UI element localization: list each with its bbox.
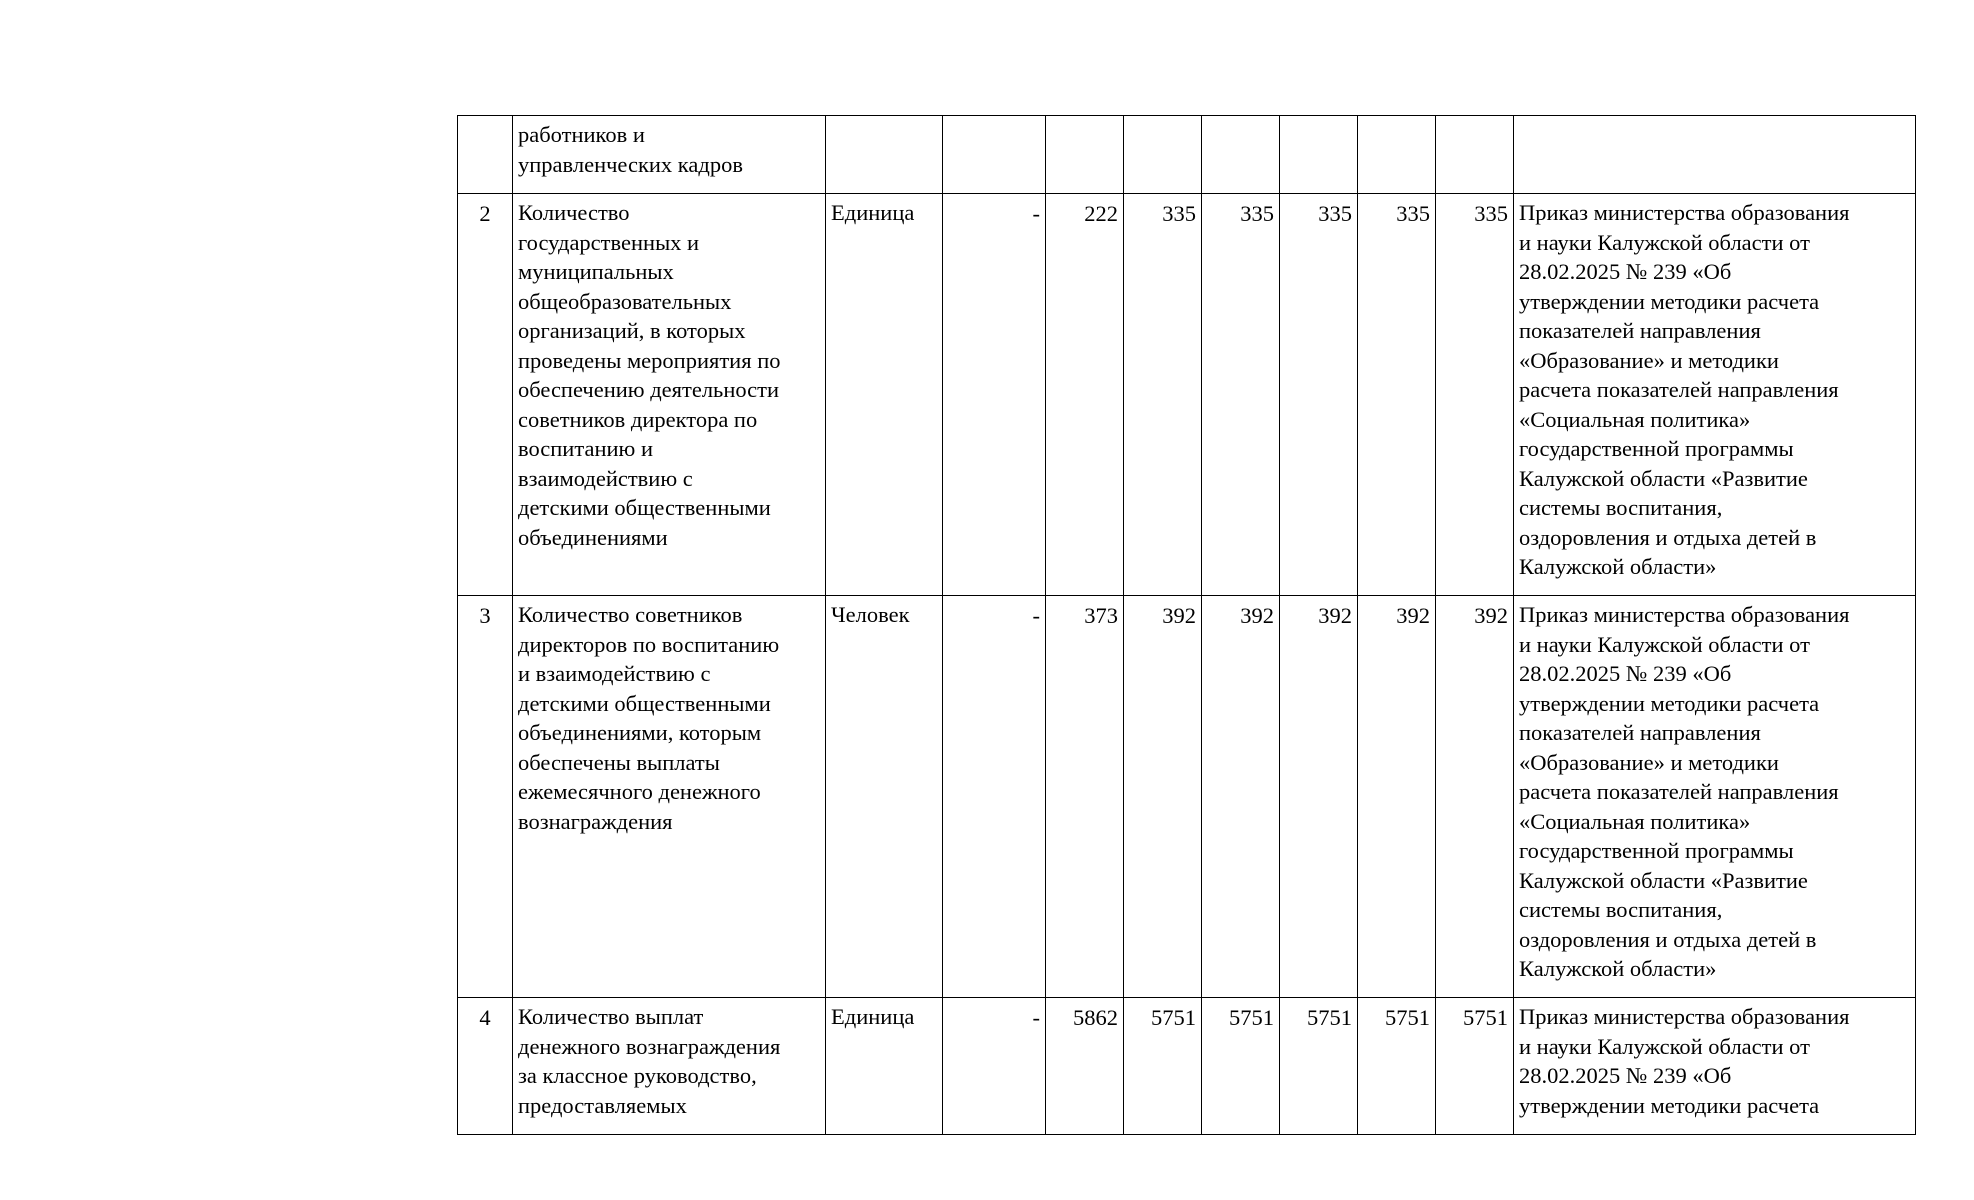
row-number — [458, 116, 513, 194]
table-row — [458, 116, 1916, 194]
year-value: 392 — [1358, 596, 1436, 998]
indicator-name: Количество советников директоров по воспитанию и взаимодействию с детскими общественными объединениями, которым обеспечены выплаты ежемесячного денежного вознаграждения — [513, 596, 826, 998]
unit-of-measure: Единица — [826, 194, 943, 596]
indicator-name: Количество государственных и муниципальных общеобразовательных организаций, в которых проведены мероприятия по обеспечению деятельности советников директора по воспитанию и взаимодействию с детскими общественными объединениями — [513, 194, 826, 596]
base-value: - — [943, 596, 1046, 998]
year-value: 335 — [1202, 194, 1280, 596]
unit-of-measure: Человек — [826, 596, 943, 998]
row-number: 4 — [458, 998, 513, 1135]
year-value: 392 — [1124, 596, 1202, 998]
year-value: 5751 — [1124, 998, 1202, 1135]
indicator-name: работников и управленческих кадров — [513, 116, 826, 194]
methodology-document: Приказ министерства образования и науки Калужской области от 28.02.2025 № 239 «Об утверждении методики расчета — [1514, 998, 1916, 1135]
base-value — [943, 116, 1046, 194]
year-value: 392 — [1202, 596, 1280, 998]
unit-of-measure: Единица — [826, 998, 943, 1135]
indicator-name: Количество выплат денежного вознаграждения за классное руководство, предоставляемых — [513, 998, 826, 1135]
year-value: 392 — [1436, 596, 1514, 998]
year-value: 335 — [1436, 194, 1514, 596]
year-value: 335 — [1280, 194, 1358, 596]
indicator-table — [457, 115, 1916, 1135]
year-value: 373 — [1046, 596, 1124, 998]
table-row — [458, 194, 1916, 596]
year-value — [1436, 116, 1514, 194]
year-value: 5862 — [1046, 998, 1124, 1135]
year-value: 222 — [1046, 194, 1124, 596]
base-value: - — [943, 998, 1046, 1135]
methodology-document — [1514, 116, 1916, 194]
year-value — [1280, 116, 1358, 194]
row-number: 2 — [458, 194, 513, 596]
year-value — [1046, 116, 1124, 194]
year-value: 335 — [1358, 194, 1436, 596]
year-value — [1202, 116, 1280, 194]
year-value: 5751 — [1202, 998, 1280, 1135]
year-value: 392 — [1280, 596, 1358, 998]
year-value: 5751 — [1358, 998, 1436, 1135]
base-value: - — [943, 194, 1046, 596]
year-value: 5751 — [1436, 998, 1514, 1135]
methodology-document: Приказ министерства образования и науки Калужской области от 28.02.2025 № 239 «Об утверждении методики расчета показателей направления «Образование» и методики расчета показателей направления «Социальная политика» государственной программы Калужской области «Развитие системы воспитания, оздоровления и отдыха детей в Калужской области» — [1514, 596, 1916, 998]
unit-of-measure — [826, 116, 943, 194]
row-number: 3 — [458, 596, 513, 998]
table-row — [458, 998, 1916, 1135]
year-value: 5751 — [1280, 998, 1358, 1135]
year-value — [1124, 116, 1202, 194]
methodology-document: Приказ министерства образования и науки Калужской области от 28.02.2025 № 239 «Об утверждении методики расчета показателей направления «Образование» и методики расчета показателей направления «Социальная политика» государственной программы Калужской области «Развитие системы воспитания, оздоровления и отдыха детей в Калужской области» — [1514, 194, 1916, 596]
table-row — [458, 596, 1916, 998]
year-value — [1358, 116, 1436, 194]
year-value: 335 — [1124, 194, 1202, 596]
